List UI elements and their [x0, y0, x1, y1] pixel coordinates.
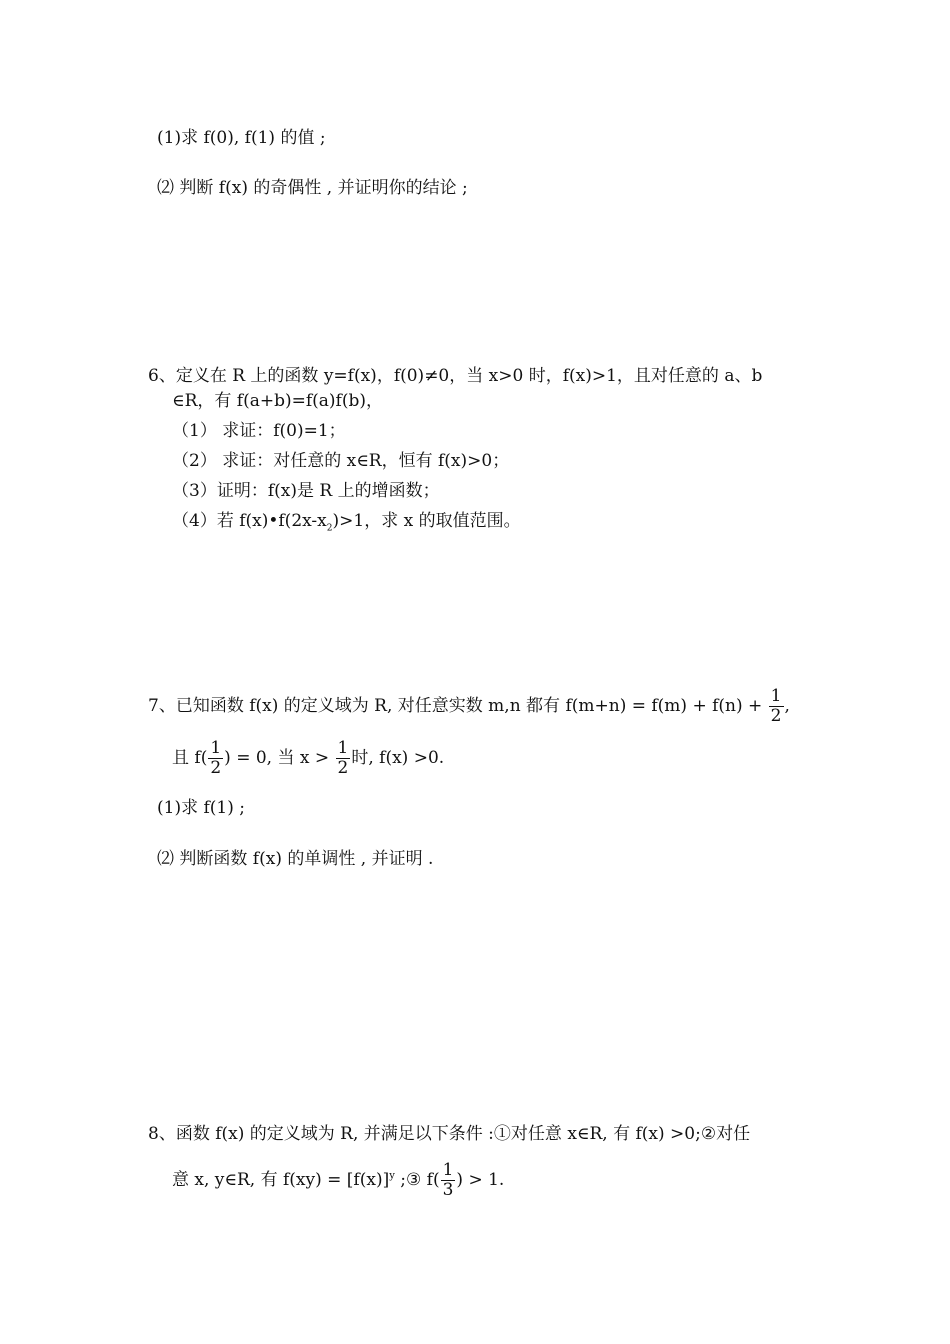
q7-line2 [172, 740, 444, 777]
q8-line2-c: ) > 1. [456, 1170, 505, 1190]
q7-line2-fraction-2 [336, 740, 351, 777]
q7-line2-frac2-den: 2 [337, 758, 349, 778]
q8-line2-frac-num: 1 [442, 1160, 454, 1180]
q7-line1-text: 7、已知函数 f(x) 的定义域为 R, 对任意实数 m,n 都有 f(m+n) = f(m) + f(n) + [148, 696, 763, 716]
q7-line2-fraction-1 [208, 740, 223, 777]
q6-item3: （3）证明：f(x)是 R 上的增函数； [172, 481, 440, 501]
q7-line2-b: ) = 0, 当 x > [224, 748, 330, 768]
q7-part2: ⑵ 判断函数 f(x) 的单调性 , 并证明 . [157, 849, 434, 869]
q8-line2-frac-den: 3 [442, 1180, 454, 1200]
q8-line2-superscript: y [389, 1170, 395, 1182]
q6-line1: 6、定义在 R 上的函数 y=f(x)，f(0)≠0，当 x>0 时，f(x)>1，且对任意的 a、b [148, 366, 763, 386]
q6-item4-subscript: 2 [326, 523, 333, 534]
q7-line1-frac-num: 1 [770, 686, 782, 706]
q6-item4-pre: （4）若 f(x)•f(2x-x [172, 511, 327, 531]
q7-line2-c: 时, f(x) >0. [351, 748, 445, 768]
q5-part1: (1)求 f(0), f(1) 的值 ; [157, 128, 326, 148]
q7-part1: (1)求 f(1) ; [157, 798, 245, 818]
q8-line2 [172, 1162, 504, 1199]
q7-line2-frac1-den: 2 [210, 758, 222, 778]
q7-line1-post: , [784, 696, 790, 716]
q8-line2-b: ;③ f( [394, 1170, 440, 1190]
q8-line2-fraction [441, 1162, 456, 1199]
q6-item2: （2） 求证：对任意的 x∈R，恒有 f(x)>0； [172, 451, 510, 471]
q6-item4 [172, 513, 521, 533]
q8-line2-a: 意 x, y∈R, 有 f(xy) = [f(x)] [172, 1170, 390, 1190]
q5-part2: ⑵ 判断 f(x) 的奇偶性 , 并证明你的结论 ; [157, 178, 468, 198]
q6-line2: ∈R，有 f(a+b)=f(a)f(b)， [172, 391, 383, 411]
q7-line2-frac2-num: 1 [337, 738, 349, 758]
q6-item1: （1） 求证：f(0)=1； [172, 421, 346, 441]
q7-line1 [148, 688, 790, 725]
q6-item4-post: )>1，求 x 的取值范围。 [332, 511, 521, 531]
q7-line1-fraction [769, 688, 784, 725]
q7-line2-frac1-num: 1 [210, 738, 222, 758]
q7-line2-a: 且 f( [172, 748, 208, 768]
q7-line1-frac-den: 2 [770, 706, 782, 726]
q8-line1: 8、函数 f(x) 的定义域为 R, 并满足以下条件 :①对任意 x∈R, 有 f(x) >0;②对任 [148, 1124, 751, 1144]
